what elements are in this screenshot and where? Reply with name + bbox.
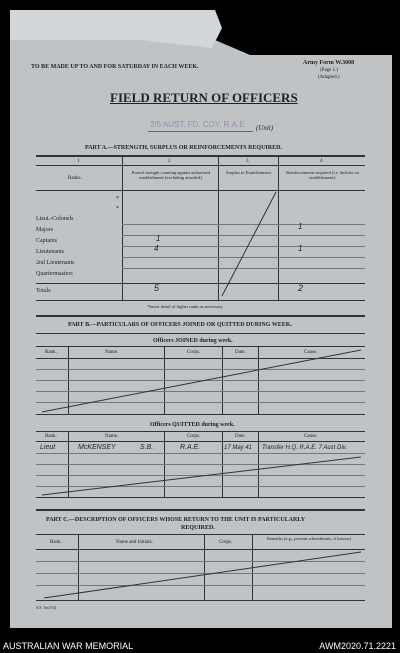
joined-col-date: Date.: [235, 350, 246, 355]
joined-col-cause: Cause.: [304, 350, 318, 355]
part-a-col-divider: [122, 157, 123, 300]
quitted-col-corps: Corps.: [187, 434, 201, 439]
totals-reinf: 2: [298, 283, 304, 293]
part-b-top-rule: [36, 315, 365, 317]
rank-label: Lieut.-Colonels: [36, 216, 74, 222]
form-adapted: (Adapted.): [318, 75, 340, 80]
part-b-rule: [36, 333, 365, 334]
posted-header: Posted strength counting against authorized establishment (excluding attached).: [131, 170, 211, 181]
part-a-head-rule: [36, 190, 365, 191]
part-c-col-name: Name and Initials.: [116, 540, 153, 545]
reinf-header: Reinforcements required (i.e. deficits on establishment).: [286, 170, 359, 181]
surplus-header: Surplus to Establishment.: [225, 170, 273, 175]
quitted-col-name: Name.: [105, 434, 119, 439]
totals-label: Totals: [36, 288, 51, 294]
image-footer: [0, 638, 400, 653]
rank-label: Lieutenants: [36, 249, 64, 255]
unit-line: [148, 131, 253, 132]
star-mark: *: [116, 206, 119, 212]
rank-label: Captains: [36, 238, 57, 244]
quitted-name: McKENSEY: [78, 444, 116, 451]
form-page: (Page 1.): [320, 68, 339, 73]
part-c-top-rule: [36, 509, 365, 511]
printer-mark: S.S. 5m 9/41: [36, 605, 57, 610]
joined-col-name: Name.: [105, 350, 119, 355]
col-number-3: 3: [246, 159, 249, 164]
reinf-majors: 1: [298, 222, 303, 231]
joined-bottom-rule: [36, 414, 365, 415]
footer-institution: AUSTRALIAN WAR MEMORIAL: [3, 641, 134, 651]
part-c-heading: PART C.—DESCRIPTION OF OFFICERS WHOSE RETURN TO THE UNIT IS PARTICULARLY: [46, 517, 306, 523]
unit-stamp: 2/5 AUST. FD. COY. R.A.E.: [150, 120, 247, 129]
quitted-col-cause: Cause.: [304, 434, 318, 439]
rank-label: 2nd Lieutenants: [36, 260, 75, 266]
joined-strike-line: [36, 346, 365, 414]
star-mark: *: [116, 196, 119, 202]
part-c-col-corps: Corps.: [219, 540, 233, 545]
quitted-rank: Lieut: [40, 444, 56, 451]
part-c-bottom-rule: [36, 600, 365, 601]
quitted-date: 17 May 41: [224, 445, 253, 451]
part-b-heading: PART B.—PARTICULARS OF OFFICERS JOINED OR QUITTED DURING WEEK.: [68, 322, 292, 328]
part-a-totals-rule: [36, 283, 365, 284]
posted-lieutenants: 4: [154, 244, 159, 253]
part-a-num-rule: [36, 165, 365, 166]
part-c-rule: [36, 534, 365, 535]
form-header-instruction: TO BE MADE UP TO AND FOR SATURDAY IN EACH WEEK.: [31, 64, 199, 70]
col-number-1: 1: [77, 159, 80, 164]
rank-label: Quartermasters: [36, 271, 73, 277]
surplus-strike-line: [218, 190, 279, 300]
quitted-rule: [36, 431, 365, 432]
posted-captains: 1: [156, 234, 161, 243]
part-c-strike-line: [36, 549, 365, 600]
rank-label: Majors: [36, 227, 53, 233]
part-a-top-rule: [36, 155, 365, 157]
quitted-bottom-rule: [36, 497, 365, 498]
quitted-cause: Transfer H.Q. R.A.E. 7 Aust Div.: [262, 445, 347, 451]
form-number: Army Form W.3008: [303, 60, 355, 66]
quitted-col-rank: Rank.: [45, 434, 57, 439]
quitted-corps: R.A.E.: [180, 444, 201, 451]
part-c-col-remarks: Remarks (e.g., present whereabouts, if known): [266, 536, 352, 541]
quitted-head-rule: [36, 441, 365, 442]
reinf-lieutenants: 1: [298, 244, 303, 253]
form-title: FIELD RETURN OF OFFICERS: [110, 90, 298, 105]
col-number-2: 2: [168, 159, 171, 164]
joined-col-rank: Rank.: [45, 350, 57, 355]
part-c-heading-cont: REQUIRED.: [181, 525, 215, 531]
footer-accession: AWM2020.71.2221: [319, 641, 396, 651]
quitted-heading: Officers QUITTED during week.: [150, 422, 235, 428]
quitted-initials: S.B.: [140, 444, 154, 451]
torn-corner: [10, 10, 392, 55]
joined-heading: Officers JOINED during week.: [153, 338, 233, 344]
ranks-header: Ranks.: [68, 176, 82, 181]
quitted-strike-line: [36, 453, 365, 497]
joined-col-corps: Corps.: [187, 350, 201, 355]
part-c-col-rank: Rank.: [50, 540, 62, 545]
unit-label: (Unit): [256, 124, 274, 132]
totals-posted: 5: [154, 283, 160, 293]
col-number-4: 4: [320, 159, 323, 164]
quitted-col-date: Date.: [235, 434, 246, 439]
part-a-bottom-rule: [36, 300, 365, 301]
part-a-heading: PART A.—STRENGTH, SURPLUS OR REINFORCEMENTS REQUIRED.: [85, 145, 282, 151]
part-a-footnote: *Insert detail of higher ranks as necessary.: [147, 304, 224, 309]
